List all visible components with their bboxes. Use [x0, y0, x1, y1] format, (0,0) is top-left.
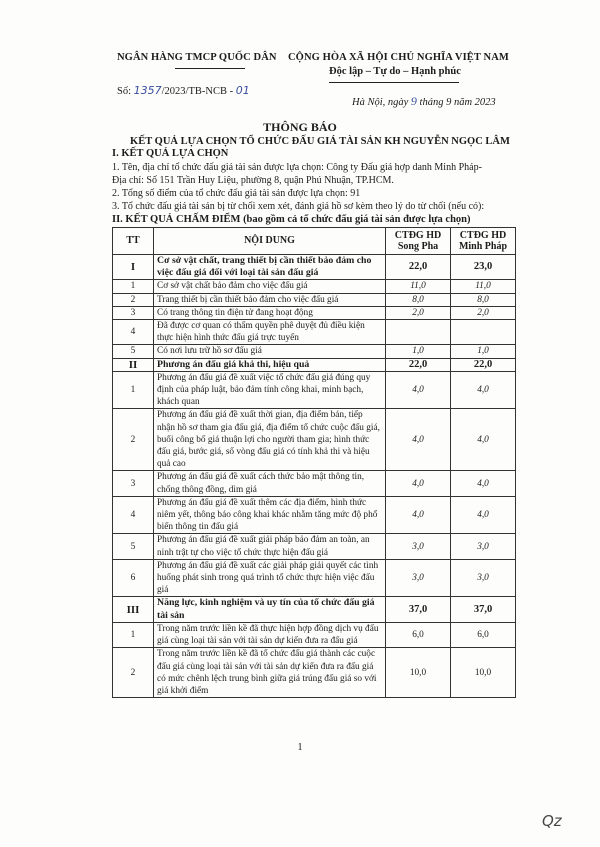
score-org1: 11,0 [386, 280, 451, 293]
row-number: 1 [113, 371, 154, 409]
row-content: Phương án đấu giá đề xuất việc tổ chức đấu giá đúng quy định của pháp luật, bảo đảm tính công khai, minh bạch, khách quan [154, 371, 386, 409]
score-org2 [451, 320, 516, 345]
section-1-line: 3. Tổ chức đấu giá tài sản bị từ chối xem xét, đánh giá hồ sơ kèm theo lý do từ chối (nếu có): [112, 201, 485, 212]
row-content: Cơ sở vật chất, trang thiết bị cần thiết bảo đảm cho việc đấu giá đối với loại tài sản đấu giá [154, 255, 386, 280]
table-row [113, 409, 516, 471]
score-org1: 8,0 [386, 293, 451, 306]
row-number: 1 [113, 622, 154, 647]
row-number: III [113, 597, 154, 622]
row-content: Phương án đấu giá đề xuất cách thức bảo mật thông tin, chống thông đồng, dìm giá [154, 471, 386, 496]
score-org2: 8,0 [451, 293, 516, 306]
row-content: Trong năm trước liền kề đã tổ chức đấu giá thành các cuộc đấu giá cùng loại tài sản với tài sản dự kiến đưa ra đấu giá có mức chênh lệch trung bình giữa giá trúng đấu giá so với giá khởi điểm [154, 648, 386, 698]
table-row [113, 496, 516, 534]
score-org2: 6,0 [451, 622, 516, 647]
doc-no-handwritten-2: 01 [235, 84, 250, 97]
republic-name: CỘNG HÒA XÃ HỘI CHỦ NGHĨA VIỆT NAM [288, 52, 509, 63]
row-content: Đã được cơ quan có thẩm quyền phê duyệt đủ điều kiện thực hiện hình thức đấu giá trực tuyến [154, 320, 386, 345]
row-number: 4 [113, 320, 154, 345]
col-header-org1: CTĐG HD Song Pha [386, 228, 451, 255]
page-number: 1 [297, 742, 303, 753]
row-number: 1 [113, 280, 154, 293]
place-day-handwritten: 9 [410, 94, 417, 108]
score-org1 [386, 320, 451, 345]
score-org2: 23,0 [451, 255, 516, 280]
table-row [113, 597, 516, 622]
row-content: Trang thiết bị cần thiết bảo đảm cho việc đấu giá [154, 293, 386, 306]
row-number: 4 [113, 496, 154, 534]
score-org2: 4,0 [451, 371, 516, 409]
score-org2: 11,0 [451, 280, 516, 293]
score-org1: 2,0 [386, 306, 451, 319]
row-content: Phương án đấu giá đề xuất các giải pháp giải quyết các tình huống phát sinh trong quá trình tổ chức thực hiện việc đấu giá [154, 559, 386, 597]
table-header-row [113, 228, 516, 255]
table-row [113, 358, 516, 371]
document-subtitle: KẾT QUẢ LỰA CHỌN TỔ CHỨC ĐẤU GIÁ TÀI SẢN KH NGUYỄN NGỌC LÂM [130, 136, 510, 147]
row-content: Phương án đấu giá đề xuất giải pháp bảo đảm an toàn, an ninh trật tự cho việc tổ chức thực hiện đấu giá [154, 534, 386, 559]
row-content: Có nơi lưu trữ hồ sơ đấu giá [154, 345, 386, 358]
score-org1: 37,0 [386, 597, 451, 622]
section-2-heading: II. KẾT QUẢ CHẤM ĐIỂM (bao gồm cả tổ chức đấu giá tài sản được lựa chọn) [112, 214, 471, 225]
score-org1: 3,0 [386, 559, 451, 597]
bank-name: NGÂN HÀNG TMCP QUỐC DÂN [117, 52, 277, 63]
section-1-line: 1. Tên, địa chỉ tổ chức đấu giá tài sản được lựa chọn: Công ty Đấu giá hợp danh Minh Pháp- [112, 162, 482, 173]
row-number: II [113, 358, 154, 371]
row-number: 2 [113, 293, 154, 306]
score-org1: 1,0 [386, 345, 451, 358]
row-number: 5 [113, 345, 154, 358]
table-row [113, 371, 516, 409]
row-content: Phương án đấu giá khả thi, hiệu quả [154, 358, 386, 371]
col-header-content: NỘI DUNG [154, 228, 386, 255]
col-header-tt: TT [113, 228, 154, 255]
row-number: 3 [113, 471, 154, 496]
score-org1: 3,0 [386, 534, 451, 559]
table-row [113, 471, 516, 496]
row-number: 2 [113, 409, 154, 471]
score-org2: 1,0 [451, 345, 516, 358]
score-org2: 4,0 [451, 409, 516, 471]
place-prefix: Hà Nội, ngày [352, 97, 411, 108]
row-content: Cơ sở vật chất bảo đảm cho việc đấu giá [154, 280, 386, 293]
score-table [112, 227, 516, 698]
row-number: I [113, 255, 154, 280]
document-title: THÔNG BÁO [263, 120, 337, 134]
table-row [113, 345, 516, 358]
score-org2: 2,0 [451, 306, 516, 319]
handwritten-initials: Qz [542, 812, 562, 830]
row-content: Có trang thông tin điện tử đang hoạt động [154, 306, 386, 319]
row-number: 5 [113, 534, 154, 559]
motto: Độc lập – Tự do – Hạnh phúc [329, 66, 461, 77]
score-org1: 22,0 [386, 255, 451, 280]
row-content: Phương án đấu giá đề xuất thời gian, địa điểm bán, tiếp nhận hồ sơ tham gia đấu giá, địa điểm tổ chức cuộc đấu giá, buổi công bố giá thuận lợi cho người tham gia; hình thức đấu giá, bước giá, số vòng đấu giá có tính khả thi và hiệu quả cao [154, 409, 386, 471]
table-row [113, 280, 516, 293]
score-org2: 3,0 [451, 559, 516, 597]
score-org1: 6,0 [386, 622, 451, 647]
score-org1: 10,0 [386, 648, 451, 698]
score-org2: 37,0 [451, 597, 516, 622]
score-org1: 4,0 [386, 471, 451, 496]
place-suffix: tháng 9 năm 2023 [416, 97, 496, 108]
bank-underline [175, 68, 245, 69]
place-date [352, 94, 496, 109]
document-number [117, 84, 250, 97]
table-row [113, 648, 516, 698]
col-header-org2: CTĐG HD Minh Pháp [451, 228, 516, 255]
row-number: 3 [113, 306, 154, 319]
row-content: Năng lực, kinh nghiệm và uy tín của tổ chức đấu giá tài sản [154, 597, 386, 622]
section-1-line: Địa chỉ: Số 151 Trần Huy Liệu, phường 8, quận Phú Nhuận, TP.HCM. [112, 175, 394, 186]
row-content: Phương án đấu giá đề xuất thêm các địa điểm, hình thức niêm yết, thông báo công khai khác nhằm tăng mức độ phổ biến thông tin đấu giá [154, 496, 386, 534]
table-row [113, 534, 516, 559]
doc-no-suffix: /2023/TB-NCB - [161, 86, 236, 97]
score-org2: 3,0 [451, 534, 516, 559]
row-number: 6 [113, 559, 154, 597]
score-org1: 4,0 [386, 496, 451, 534]
score-org2: 4,0 [451, 496, 516, 534]
doc-no-prefix: Số: [117, 86, 134, 97]
score-org2: 22,0 [451, 358, 516, 371]
table-row [113, 255, 516, 280]
row-number: 2 [113, 648, 154, 698]
table-row [113, 622, 516, 647]
doc-no-handwritten: 1357 [133, 84, 162, 97]
table-row [113, 293, 516, 306]
score-org2: 10,0 [451, 648, 516, 698]
score-org2: 4,0 [451, 471, 516, 496]
section-1-heading: I. KẾT QUẢ LỰA CHỌN [112, 148, 229, 159]
table-row [113, 320, 516, 345]
row-content: Trong năm trước liền kề đã thực hiện hợp đồng dịch vụ đấu giá cùng loại tài sản với tài sản dự kiến đưa ra đấu giá [154, 622, 386, 647]
score-org1: 4,0 [386, 371, 451, 409]
motto-underline [329, 82, 459, 83]
score-org1: 4,0 [386, 409, 451, 471]
section-1-line: 2. Tổng số điểm của tổ chức đấu giá tài sản được lựa chọn: 91 [112, 188, 361, 199]
table-row [113, 306, 516, 319]
table-row [113, 559, 516, 597]
score-org1: 22,0 [386, 358, 451, 371]
